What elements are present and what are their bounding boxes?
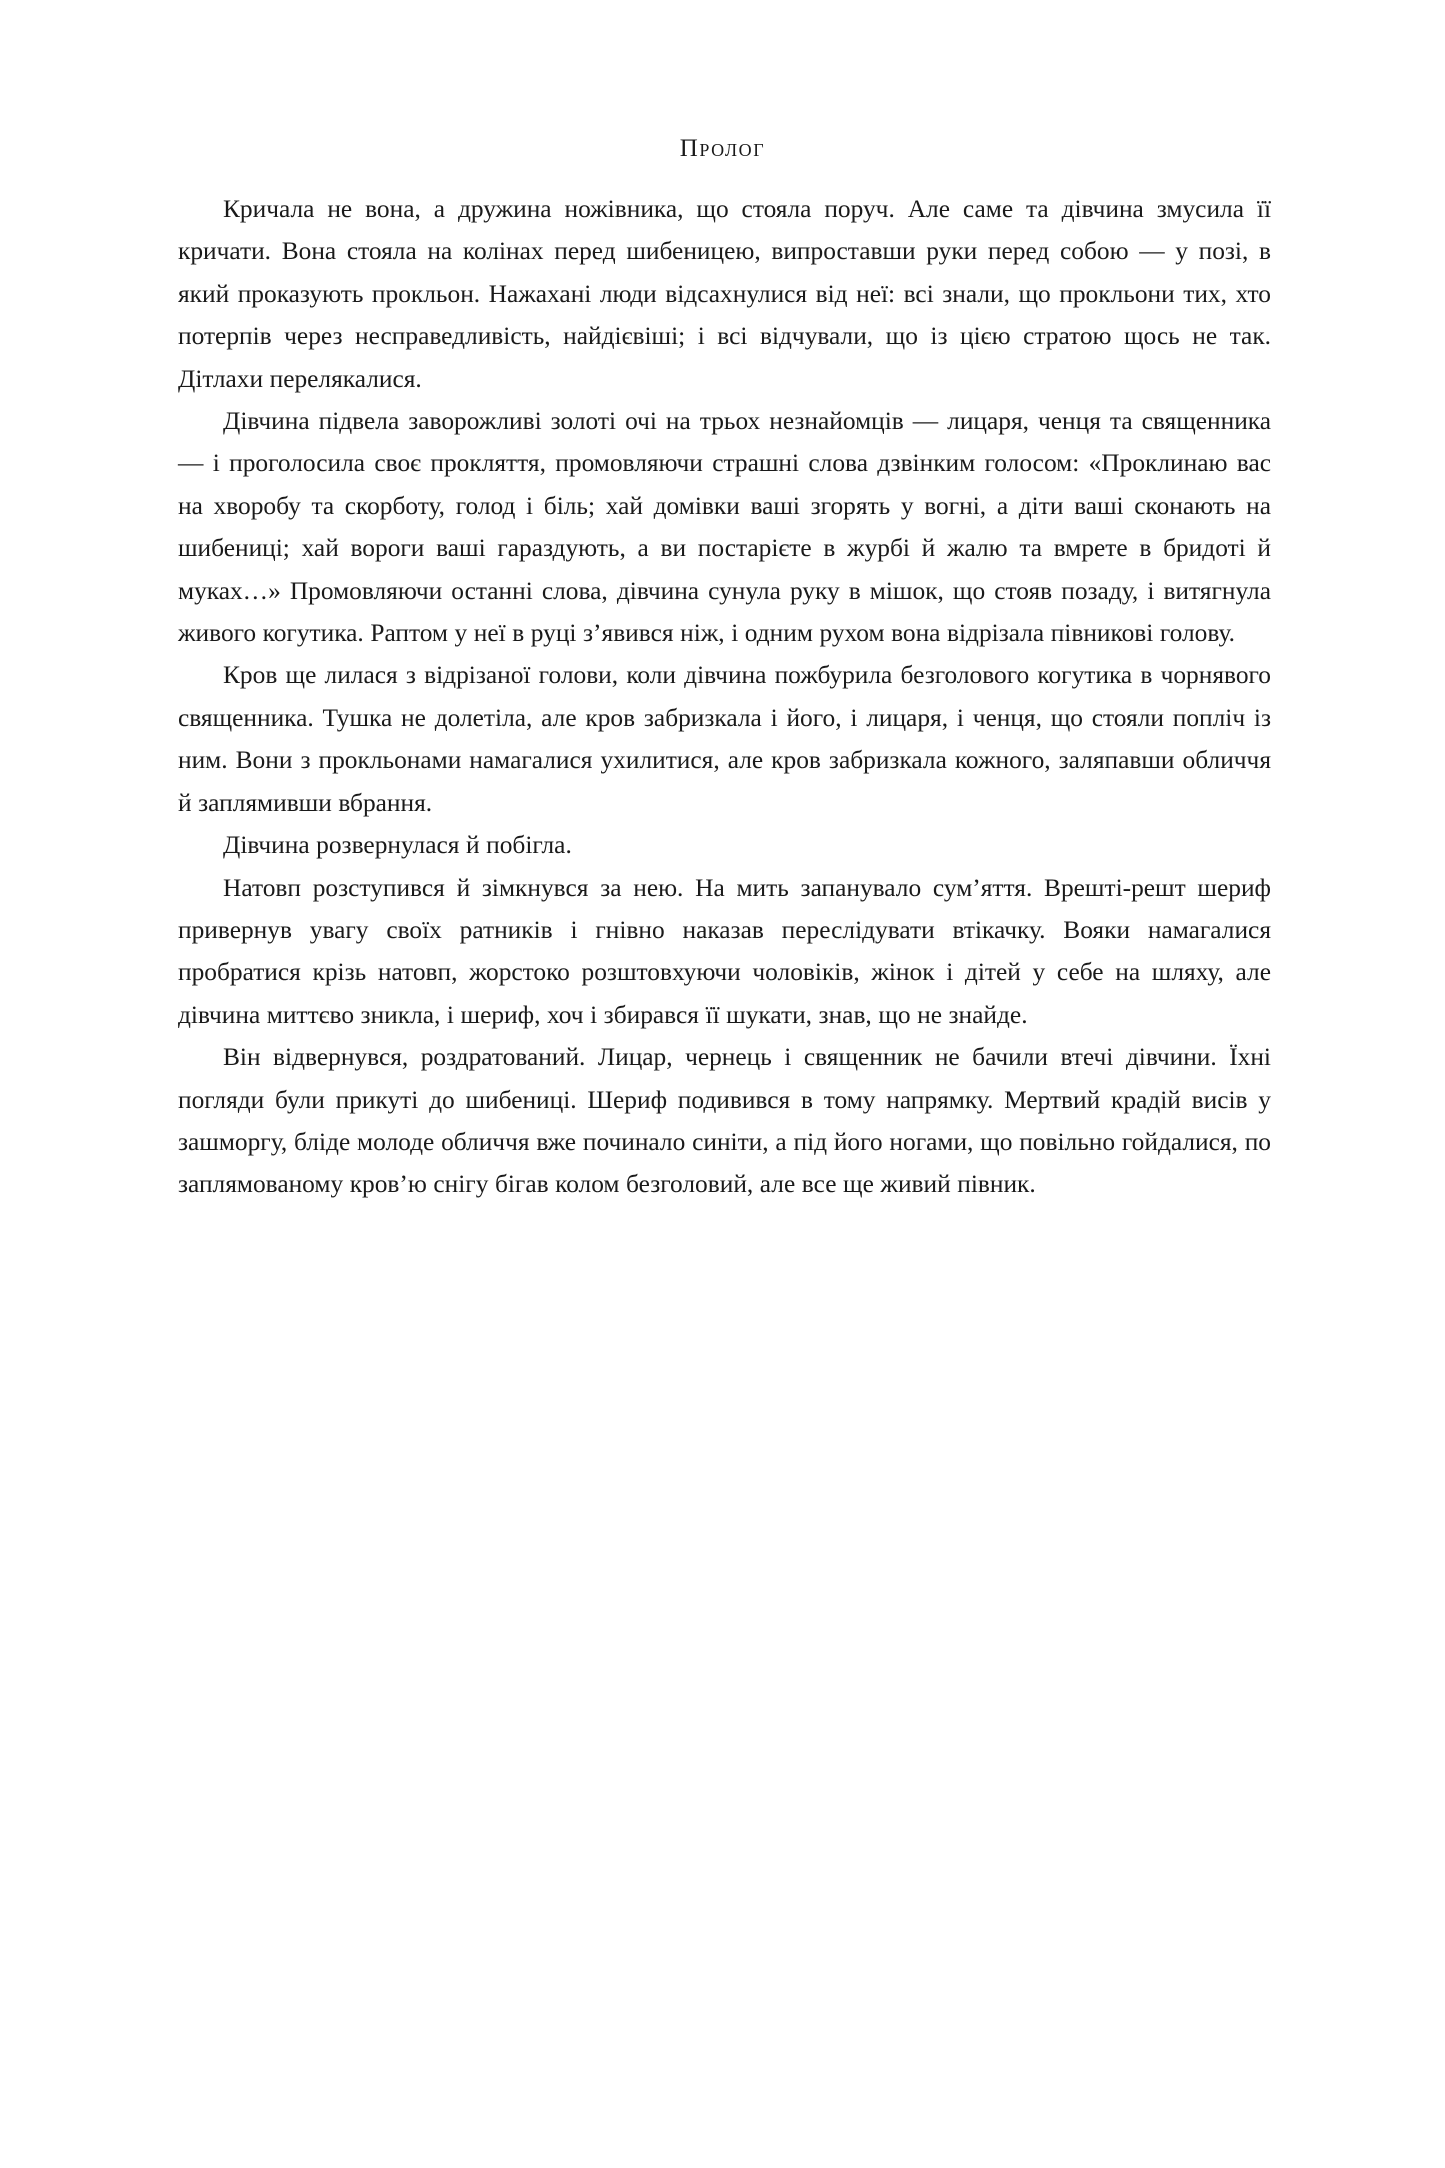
running-head-prologue: Пролог [679,135,766,162]
paragraph: Натовп розступився й зімкнувся за нею. На мить запанувало сум’яття. Врешті-решт шериф привернув увагу своїх ратників і гнівно наказав переслідувати втікачку. Вояки намагалися пробратися крізь натовп, жорстоко розштовхуючи чоловіків, жінок і дітей у себе на шляху, але дівчина миттєво зникла, і шериф, хоч і збирався її шукати, знав, що не знайде. [178,873,1271,1029]
paragraph: Кричала не вона, а дружина ножівника, що стояла поруч. Але саме та дівчина змусила її кричати. Вона стояла на колінах перед шибеницею, випроставши руки перед собою — у позі, в який проказують прокльон. Нажахані люди відсахнулися від неї: всі знали, що прокльони тих, хто потерпів через несправедливість, найдієвіші; і всі відчували, що із цією стратою щось не так. Дітлахи перелякалися. [178,195,1271,393]
paragraph: Дівчина розвернулася й побігла. [223,831,572,860]
paragraph: Дівчина підвела заворожливі золоті очі на трьох незнайомців — лицаря, ченця та священника — і проголосила своє прокляття, промовляючи страшні слова дзвінким голосом: «Проклинаю вас на хворобу та скорботу, голод і біль; хай домівки ваші згорять у вогні, а діти ваші сконають на шибениці; хай вороги ваші гараздують, а ви постарієте в журбі й жалю та вмрете в бридоті й муках…» Промовляючи останні слова, дівчина сунула руку в мішок, що стояв позаду, і витягнула живого когутика. Раптом у неї в руці з’явився ніж, і одним рухом вона відрізала півникові голову. [178,407,1271,648]
body-text-block [178,188,1271,1206]
paragraph: Кров ще лилася з відрізаної голови, коли дівчина пожбурила безголового когутика в чорнявого священника. Тушка не долетіла, але кров забризкала і його, і лицаря, і ченця, що стояли попліч із ним. Вони з прокльонами намагалися ухилитися, але кров забризкала кожного, заляпавши обличчя й заплямивши вбрання. [178,661,1271,817]
paragraph: Він відвернувся, роздратований. Лицар, чернець і священник не бачили втечі дівчини. Їхні погляди були прикуті до шибениці. Шериф подивився в тому напрямку. Мертвий крадій висів у зашморгу, бліде молоде обличчя вже починало синіти, а під його ногами, що повільно гойдалися, по заплямованому кров’ю снігу бігав колом безголовий, але все ще живий півник. [178,1043,1271,1199]
